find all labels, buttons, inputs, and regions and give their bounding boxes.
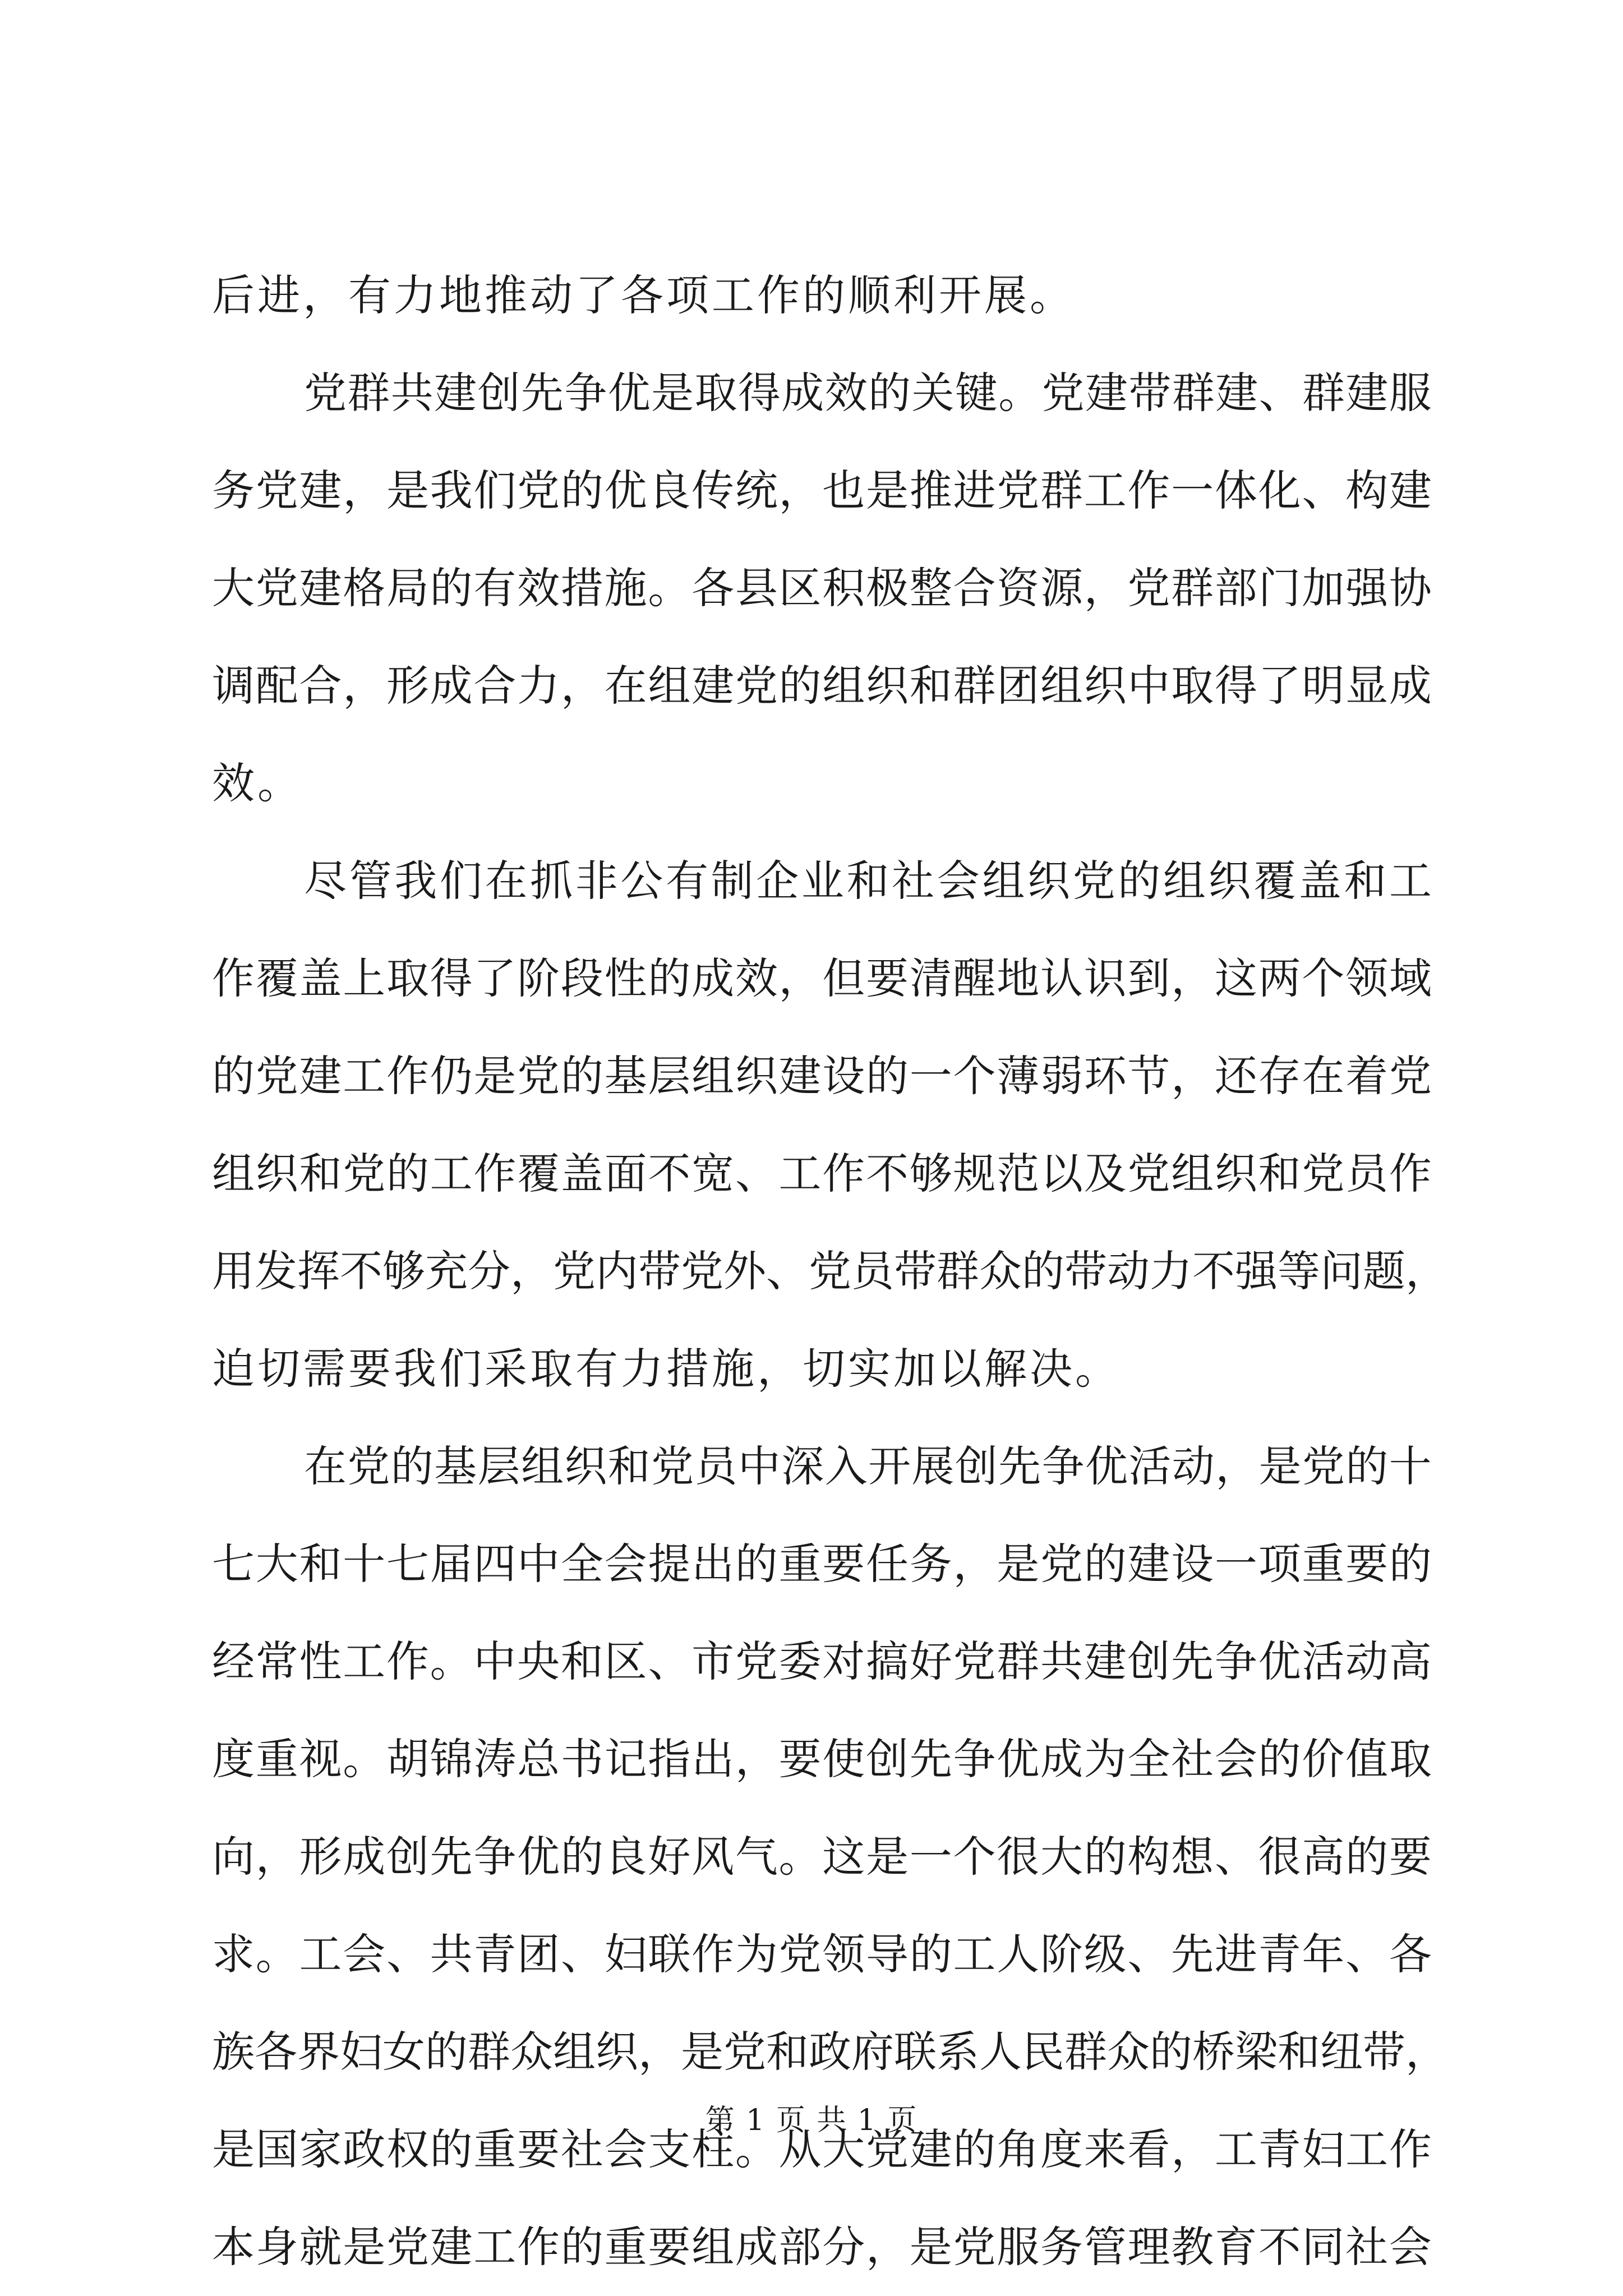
text-line: 七 大 和 十 七 届 四 中 全 会 提 出 的 重 要 任 务 ， 是 党 的 建 设 一 项 重 要 的 bbox=[212, 1539, 1432, 1589]
text-line: 经 常 性 工 作 。 中 央 和 区 、 市 党 委 对 搞 好 党 群 共 建 创 先 争 优 活 动 高 bbox=[212, 1636, 1432, 1686]
text-line: 后进，有力地推动了各项工作的顺利开展。 bbox=[212, 270, 1075, 320]
text-line: 尽 管 我 们 在 抓 非 公 有 制 企 业 和 社 会 组 织 党 的 组 织 覆 盖 和 工 bbox=[304, 856, 1432, 906]
text-line: 的 党 建 工 作 仍 是 党 的 基 层 组 织 建 设 的 一 个 薄 弱 环 节 ， 还 存 在 着 党 bbox=[212, 1051, 1432, 1101]
text-line: 务 党 建 ， 是 我 们 党 的 优 良 传 统 ， 也 是 推 进 党 群 工 作 一 体 化 、 构 建 bbox=[212, 465, 1432, 515]
text-line: 求 。 工 会 、 共 青 团 、 妇 联 作 为 党 领 导 的 工 人 阶 级 、 先 进 青 年 、 各 bbox=[212, 1929, 1432, 1979]
text-line: 是 国 家 政 权 的 重 要 社 会 支 柱 。 从 大 党 建 的 角 度 来 看 ， 工 青 妇 工 作 bbox=[212, 2124, 1432, 2174]
text-line: 效。 bbox=[212, 758, 303, 808]
text-line: 向 ， 形 成 创 先 争 优 的 良 好 风 气 。 这 是 一 个 很 大 的 构 想 、 很 高 的 要 bbox=[212, 1832, 1432, 1882]
text-line: 调 配 合 ， 形 成 合 力 ， 在 组 建 党 的 组 织 和 群 团 组 织 中 取 得 了 明 显 成 bbox=[212, 661, 1432, 711]
text-line: 组 织 和 党 的 工 作 覆 盖 面 不 宽 、 工 作 不 够 规 范 以 及 党 组 织 和 党 员 作 bbox=[212, 1149, 1432, 1198]
document-body bbox=[212, 247, 1448, 2296]
text-line: 本 身 就 是 党 建 工 作 的 重 要 组 成 部 分 ， 是 党 服 务 管 理 教 育 不 同 社 会 bbox=[212, 2222, 1432, 2272]
text-line: 大 党 建 格 局 的 有 效 措 施 。 各 县 区 积 极 整 合 资 源 ， 党 群 部 门 加 强 协 bbox=[212, 563, 1432, 613]
page-footer: 第 1 页 共 1 页 bbox=[705, 2104, 918, 2137]
text-line: 度 重 视 。 胡 锦 涛 总 书 记 指 出 ， 要 使 创 先 争 优 成 为 全 社 会 的 价 值 取 bbox=[212, 1734, 1432, 1784]
text-line: 用 发 挥 不 够 充 分 ， 党 内 带 党 外 、 党 员 带 群 众 的 带 动 力 不 强 等 问 题 ， bbox=[212, 1246, 1448, 1296]
text-line: 在 党 的 基 层 组 织 和 党 员 中 深 入 开 展 创 先 争 优 活 动 ， 是 党 的 十 bbox=[304, 1441, 1432, 1491]
text-line: 作 覆 盖 上 取 得 了 阶 段 性 的 成 效 ， 但 要 清 醒 地 认 识 到 ， 这 两 个 领 域 bbox=[212, 953, 1432, 1003]
text-line: 族 各 界 妇 女 的 群 众 组 织 ， 是 党 和 政 府 联 系 人 民 群 众 的 桥 梁 和 纽 带 ， bbox=[212, 2027, 1448, 2077]
text-line: 迫切需要我们采取有力措施，切实加以解决。 bbox=[212, 1344, 1121, 1394]
text-line: 党 群 共 建 创 先 争 优 是 取 得 成 效 的 关 键 。 党 建 带 群 建 、 群 建 服 bbox=[304, 368, 1432, 418]
